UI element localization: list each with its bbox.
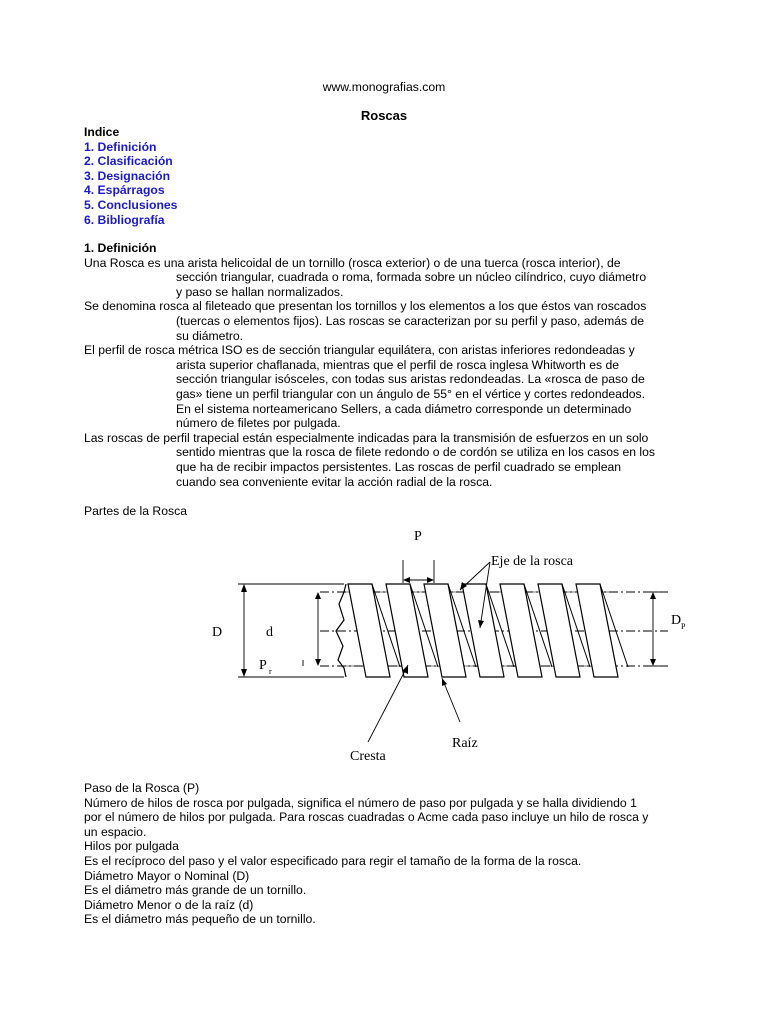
page-title: Roscas: [360, 108, 408, 123]
thread-tooth: [500, 584, 542, 677]
toc-link-conclusiones[interactable]: 5. Conclusiones: [84, 197, 178, 212]
arrow-d-top: [315, 592, 321, 599]
term-diametro-mayor: Diámetro Mayor o Nominal (D): [84, 868, 250, 883]
body-line: Es el diámetro más grande de un tornillo.: [84, 883, 307, 898]
label-raiz: Raíz: [452, 736, 478, 751]
paragraph: [84, 343, 684, 431]
thread-diagram-svg: [198, 520, 718, 770]
label-d: d: [266, 625, 273, 640]
paragraph-line: En el sistema norteamericano Sellers, a cada diámetro corresponde un determinado: [176, 401, 632, 416]
broken-end-line: [336, 584, 346, 677]
arrow-D-bottom: [241, 669, 247, 677]
term-hilos: Hilos por pulgada: [84, 839, 179, 854]
label-p: P: [414, 529, 422, 544]
thread-tooth: [538, 584, 580, 677]
section-definicion: [84, 241, 684, 489]
paragraph-first-line: Se denomina rosca al fileteado que presentan los tornillos y los elementos a los que éstos van roscados: [84, 299, 647, 314]
term-diametro-menor: Diámetro Menor o de la raíz (d): [84, 897, 254, 912]
paragraph-first-line: Una Rosca es una arista helicoidal de un tornillo (rosca exterior) o de una tuerca (rosca interior), de: [84, 255, 621, 270]
paragraph: [84, 256, 684, 300]
arrow-P-right: [427, 577, 434, 583]
paragraph: [84, 299, 684, 343]
body-line: Es el recíproco del paso y el valor especificado para regir el tamaño de la forma de la rosca.: [84, 853, 582, 868]
body-line: Es el diámetro más pequeño de un tornillo.: [84, 912, 316, 927]
paragraph-line: cuando sea conveniente evitar la acción radial de la rosca.: [176, 474, 493, 489]
paragraph-line: su diámetro.: [176, 328, 244, 343]
label-pr: P: [259, 658, 267, 673]
thread-diagram: [198, 520, 718, 770]
paragraph-first-line: Las roscas de perfil trapecial están especialmente indicadas para la transmisión de esfuerzos en un solo: [84, 430, 649, 445]
label-dp-sub: P: [681, 622, 686, 631]
paragraph-first-line: El perfil de rosca métrica ISO es de sección triangular equilátera, con aristas inferiores redondeadas y: [84, 343, 635, 358]
label-dp: D: [671, 613, 682, 628]
thread-tooth: [348, 584, 390, 677]
paragraph-line: sentido mientras que la rosca de filete redondo o de cordón se utiliza en los casos en los: [176, 445, 655, 460]
table-of-contents: [84, 125, 177, 227]
arrow-Dp-bottom: [650, 659, 656, 666]
arrow-Dp-top: [650, 592, 656, 599]
paragraph-line: sección triangular isósceles, con todas sus aristas redondeadas. La «rosca de paso de: [176, 372, 645, 387]
label-D: D: [212, 625, 223, 640]
paragraph-line: número de filetes por pulgada.: [176, 416, 341, 431]
paragraph-line: arista superior chaflanada, mientras que el perfil de rosca inglesa Whitworth es de: [176, 357, 620, 372]
thread-parts-text: [84, 781, 684, 927]
toc-link-designacion[interactable]: 3. Designación: [84, 168, 171, 183]
thread-tooth: [462, 584, 504, 677]
site-header: www.monografias.com: [322, 80, 446, 94]
toc-link-bibliografia[interactable]: 6. Bibliografía: [84, 212, 165, 227]
body-line: por el número de hilos por pulgada. Para roscas cuadradas o Acme cada paso incluye un hilo de rosca y: [84, 810, 649, 825]
toc-link-definicion[interactable]: 1. Definición: [84, 139, 157, 154]
body-line: un espacio.: [84, 824, 147, 839]
label-cresta: Cresta: [350, 749, 386, 764]
index-heading: Indice: [84, 125, 120, 139]
thread-tooth: [576, 584, 618, 677]
paragraph-line: que ha de recibir impactos persistentes. Las roscas de perfil cuadrado se emplean: [176, 459, 622, 474]
paragraph-line: y paso se hallan normalizados.: [176, 284, 344, 299]
toc-link-clasificacion[interactable]: 2. Clasificación: [84, 154, 173, 169]
arrow-P-left: [403, 577, 410, 583]
thread-tooth: [424, 584, 466, 677]
arrow-d-bottom: [315, 659, 321, 666]
term-paso: Paso de la Rosca (P): [84, 781, 200, 795]
label-eje: Eje de la rosca: [491, 554, 574, 569]
figure-caption: Partes de la Rosca: [84, 504, 187, 518]
label-pr-sub: r: [269, 667, 272, 676]
arrow-D-top: [241, 584, 247, 592]
thread-tooth: [386, 584, 428, 677]
paragraph-line: (tuercas o elementos fijos). Las roscas se caracterizan por su perfil y paso, además de: [176, 313, 645, 328]
paragraph-line: sección triangular, cuadrada o roma, formada sobre un núcleo cilíndrico, cuyo diámetro: [176, 270, 647, 285]
body-line: Número de hilos de rosca por pulgada, significa el número de paso por pulgada y se halla dividiendo 1: [84, 795, 637, 810]
arrow-raiz: [442, 678, 447, 686]
paragraph-line: gas» tiene un perfil triangular con un ángulo de 55° en el vértice y cortes redondeados.: [176, 386, 645, 401]
thread-teeth: [346, 584, 628, 677]
paragraph: [84, 431, 684, 489]
toc-link-esparragos[interactable]: 4. Espárragos: [84, 183, 165, 198]
section-heading: 1. Definición: [84, 241, 157, 255]
